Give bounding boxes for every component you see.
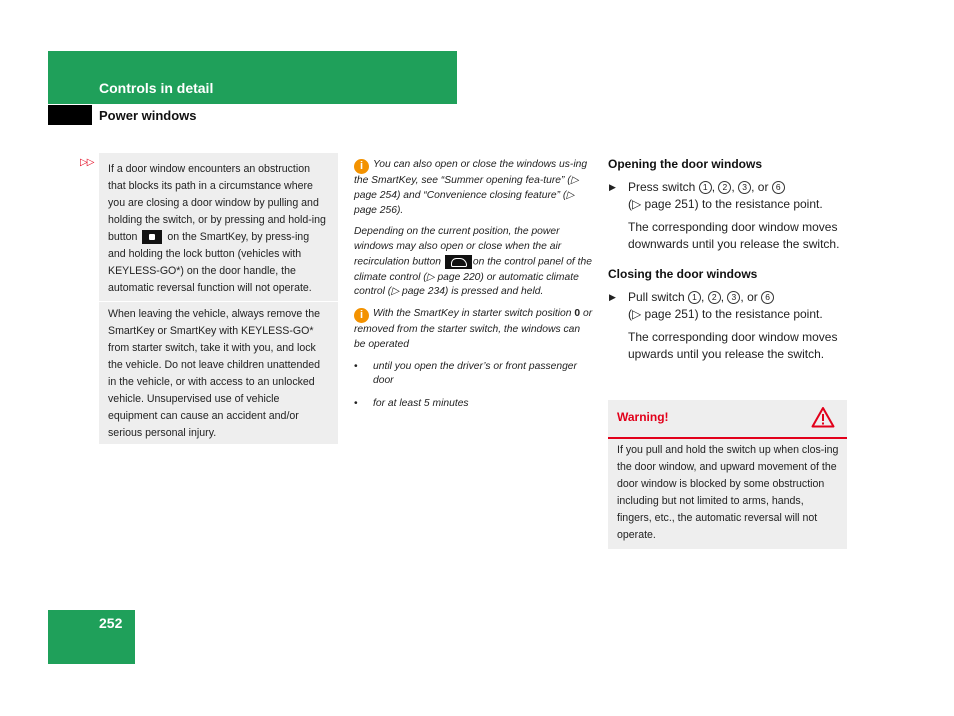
closing-result: The corresponding door window moves upwards until you release the switch. xyxy=(628,330,838,361)
page-subtitle: Power windows xyxy=(99,108,197,123)
step-text: or xyxy=(747,290,758,304)
step-text: , xyxy=(731,180,735,194)
page-number: 252 xyxy=(99,615,123,631)
step-text: , xyxy=(720,290,725,304)
warning-title: Warning! xyxy=(617,410,669,424)
warning-box-right xyxy=(608,400,847,549)
info-note xyxy=(354,158,594,218)
warning-rule xyxy=(608,437,847,439)
switch-number: 3 xyxy=(738,181,751,194)
switch-number: 1 xyxy=(699,181,712,194)
opening-heading: Opening the door windows xyxy=(608,157,762,171)
note-text: Depending on the current position, the power windows may also open or close when the air recirculation button xyxy=(354,226,562,268)
warning-text: If you pull and hold the switch up when clos-ing the door window, and upward movement of the door window is blocked by some obstruction including but not limited to arms, hands, fingers, etc., the automatic reversal will not operate. xyxy=(617,444,839,541)
opening-step xyxy=(608,179,853,213)
warning-paragraph xyxy=(99,153,338,297)
header-band xyxy=(48,51,457,104)
list-item: • for at least 5 minutes xyxy=(354,397,594,412)
closing-heading: Closing the door windows xyxy=(608,267,758,281)
opening-result: The corresponding door window moves downwards until you release the switch. xyxy=(628,220,840,251)
info-note xyxy=(354,225,594,300)
note-text: With the SmartKey in starter switch position xyxy=(373,308,572,320)
note-text: You can also open or close the windows us-ing the SmartKey, see “Summer opening fea-ture” (▷ page 254) and “Convenience closing feature” (▷ page 256). xyxy=(354,159,588,216)
air-recirculation-icon xyxy=(445,255,472,269)
section-title: Controls in detail xyxy=(99,80,214,96)
info-note xyxy=(354,307,594,353)
warning-box-left xyxy=(99,153,338,444)
warning-paragraph: When leaving the vehicle, always remove the SmartKey or SmartKey with KEYLESS-GO* from starter switch, take it with you, and lock the vehicle. Do not leave children unattended in the vehicle, or with access to an unlocked vehicle. Unsupervised use of vehicle equipment can cause an accident and/or serious personal injury. xyxy=(108,308,321,439)
switch-number: 6 xyxy=(772,181,785,194)
step-text: Pull switch xyxy=(628,290,685,304)
page-reference: (▷ page 251) to the resistance point. xyxy=(628,197,823,211)
info-icon: i xyxy=(354,159,369,174)
note-text: or removed from the starter switch, the windows can be operated xyxy=(354,308,593,350)
list-item: • until you open the driver’s or front passenger door xyxy=(354,360,594,390)
warning-text: If a door window encounters an obstruction that blocks its path in a circumstance where you are closing a door window by pulling and holding the switch, or by pressing and hold-ing button xyxy=(108,163,326,243)
switch-number: 6 xyxy=(761,291,774,304)
continuation-mark: ▷▷ xyxy=(80,157,94,168)
note-text: on the control panel of the climate control (▷ page 220) or automatic climate control (▷ page 234) is pressed and held. xyxy=(354,256,592,298)
step-text: or xyxy=(757,180,769,194)
warning-text: on the SmartKey, by press-ing and holding the lock button (vehicles with KEYLESS-GO*) on the door handle, the automatic reversal function will not operate. xyxy=(108,231,312,294)
switch-number: 3 xyxy=(727,291,740,304)
switch-number: 1 xyxy=(688,291,701,304)
step-text: , xyxy=(751,180,755,194)
divider xyxy=(99,301,338,302)
switch-number: 2 xyxy=(708,291,721,304)
section-marker xyxy=(48,105,92,125)
notes-column xyxy=(354,158,594,420)
switch-number: 2 xyxy=(718,181,731,194)
step-text: , xyxy=(711,180,716,194)
step-text: , xyxy=(701,290,705,304)
step-text: , xyxy=(740,290,744,304)
instructions-column xyxy=(608,156,853,376)
lock-button-icon xyxy=(142,230,162,244)
condition-list xyxy=(354,360,594,412)
closing-step xyxy=(608,289,853,323)
warning-triangle-icon xyxy=(811,406,835,428)
step-text: Press switch xyxy=(628,180,696,194)
switch-position: 0 xyxy=(574,308,581,320)
page-reference: (▷ page 251) to the resistance point. xyxy=(628,307,823,321)
info-icon: i xyxy=(354,308,369,323)
